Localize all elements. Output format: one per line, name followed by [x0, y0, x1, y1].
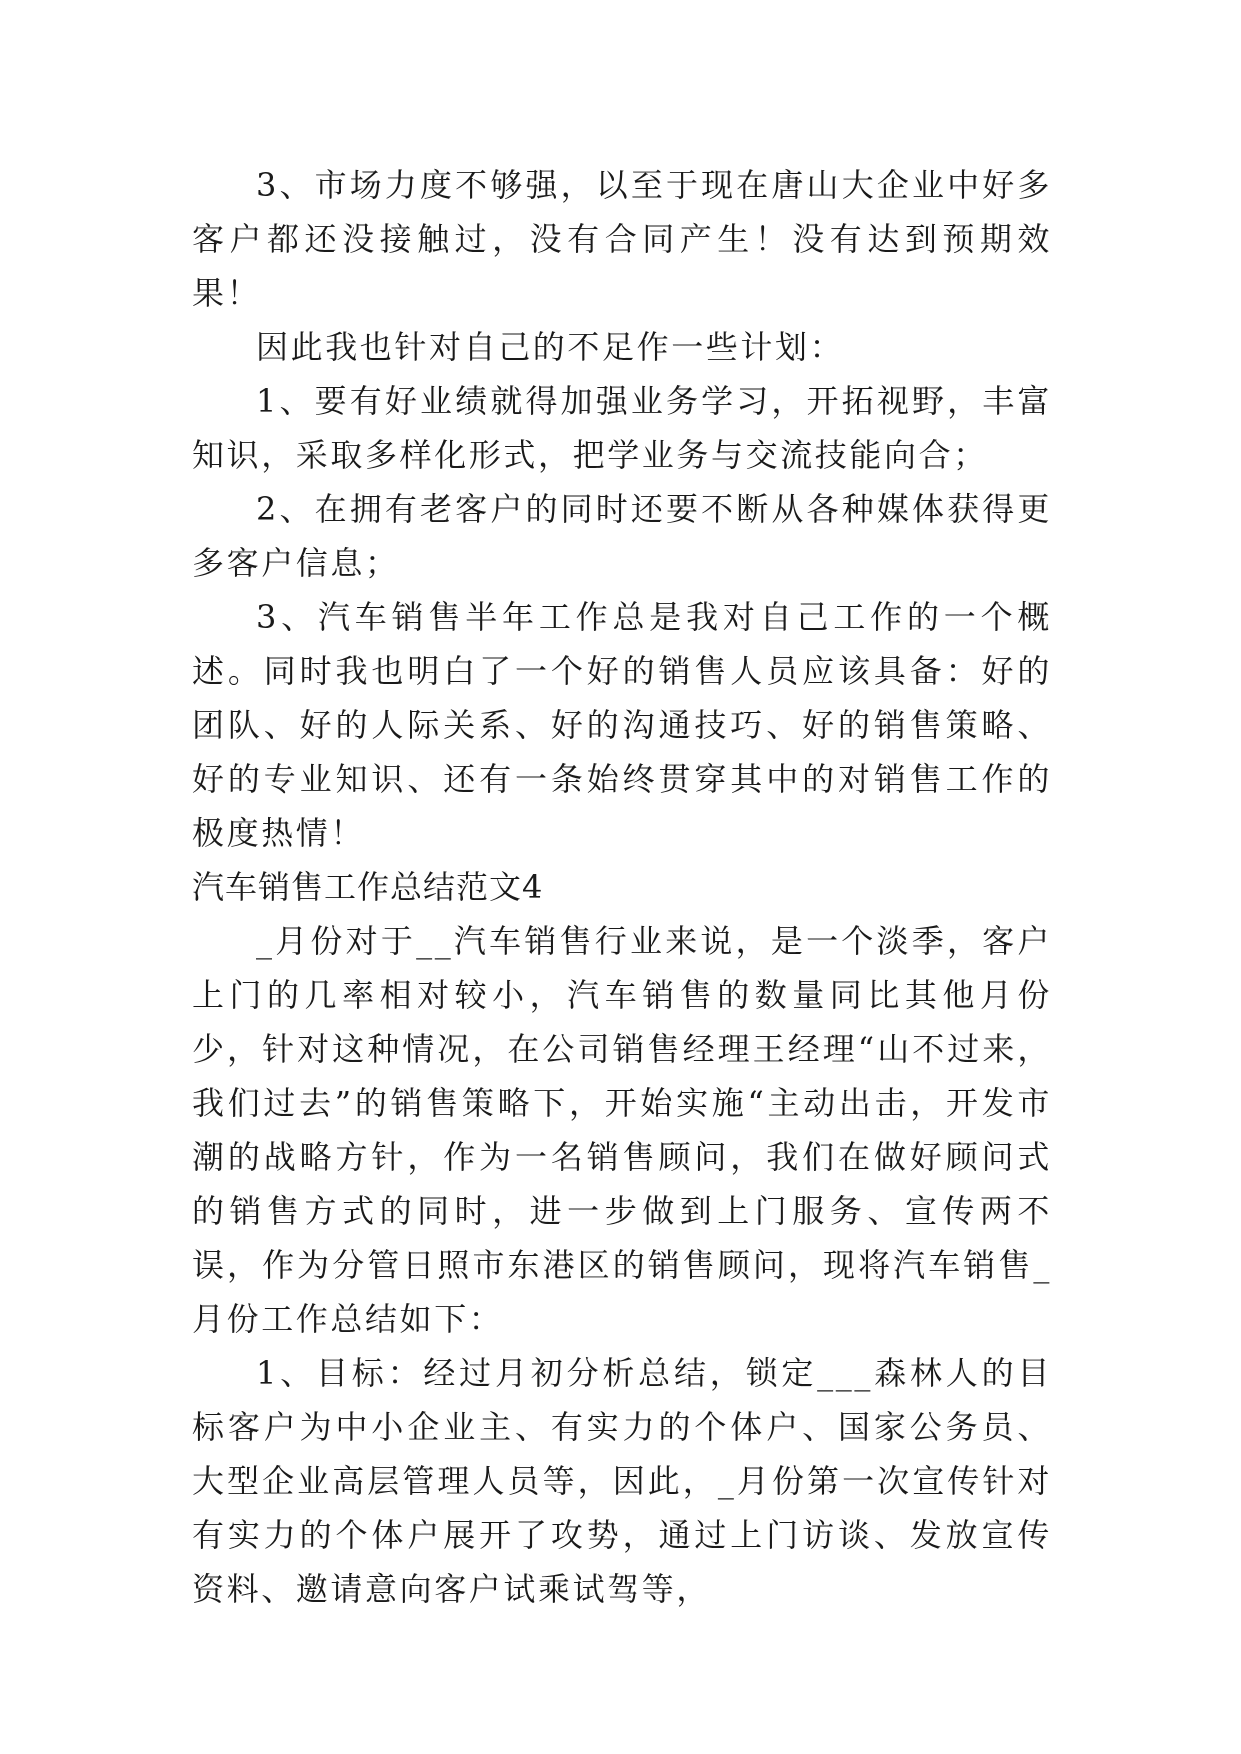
paragraph-plan-intro: 因此我也针对自己的不足作一些计划： [256, 328, 845, 366]
document-body [192, 158, 1052, 1616]
paragraph-target: 1、目标：经过月初分析总结，锁定___森林人的目标客户为中小企业主、有实力的个体户、国家公务员、大型企业高层管理人员等，因此，_月份第一次宣传针对有实力的个体户展开了攻势，通过上门访谈、发放宣传资料、邀请意向客户试乘试驾等， [192, 1354, 1052, 1608]
paragraph-market-weakness: 3、市场力度不够强，以至于现在唐山大企业中好多客户都还没接触过，没有合同产生！没有达到预期效果！ [192, 166, 1052, 312]
section-heading: 汽车销售工作总结范文4 [192, 868, 544, 906]
paragraph-plan-1: 1、要有好业绩就得加强业务学习，开拓视野，丰富知识，采取多样化形式，把学业务与交流技能向合； [192, 382, 1052, 474]
paragraph-plan-2: 2、在拥有老客户的同时还要不断从各种媒体获得更多客户信息； [192, 490, 1052, 582]
paragraph-plan-3: 3、汽车销售半年工作总是我对自己工作的一个概述。同时我也明白了一个好的销售人员应该具备：好的团队、好的人际关系、好的沟通技巧、好的销售策略、好的专业知识、还有一条始终贯穿其中的对销售工作的极度热情！ [192, 598, 1052, 852]
paragraph-month-overview: _月份对于__汽车销售行业来说，是一个淡季，客户上门的几率相对较小，汽车销售的数量同比其他月份少，针对这种情况，在公司销售经理王经理“山不过来，我们过去”的销售策略下，开始实施“主动出击，开发市潮的战略方针，作为一名销售顾问，我们在做好顾问式的销售方式的同时，进一步做到上门服务、宣传两不误，作为分管日照市东港区的销售顾问，现将汽车销售_月份工作总结如下： [192, 922, 1052, 1338]
